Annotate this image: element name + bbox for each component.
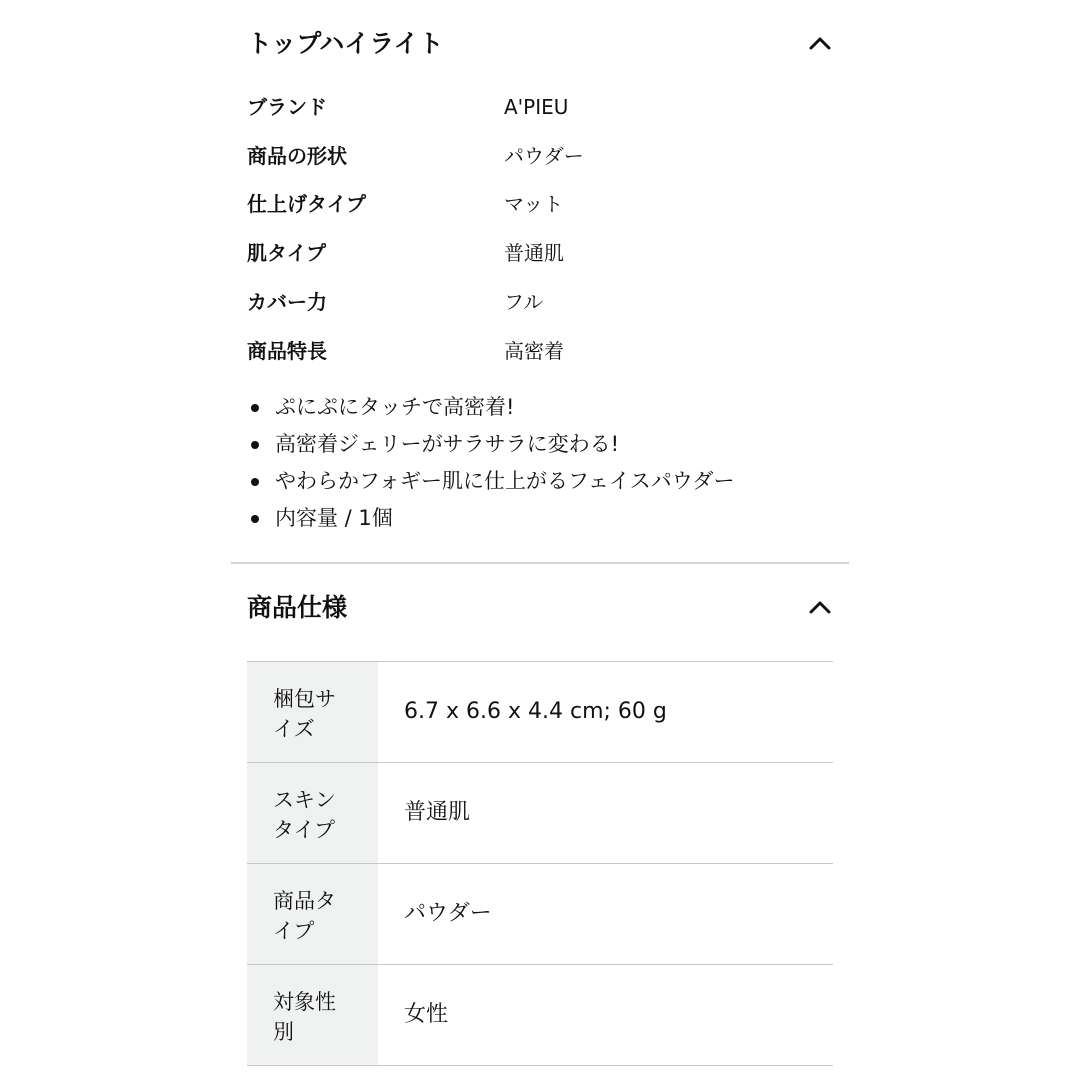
list-item bbox=[247, 426, 833, 463]
section-divider bbox=[231, 562, 849, 564]
table-row-header bbox=[247, 763, 378, 863]
highlight-label: 商品の形状 bbox=[247, 144, 347, 168]
table-row bbox=[247, 864, 833, 965]
table-value: パウダー bbox=[404, 901, 492, 926]
list-item bbox=[247, 389, 833, 426]
highlight-label: 商品特長 bbox=[247, 339, 327, 363]
table-label: スキンタイプ bbox=[273, 788, 336, 842]
bullet-dot-icon bbox=[251, 441, 259, 449]
highlight-label: 肌タイプ bbox=[247, 241, 326, 265]
bullet-text: やわらかフォギー肌に仕上がるフェイスパウダー bbox=[275, 469, 735, 493]
table-row-header bbox=[247, 662, 378, 762]
highlight-row-features bbox=[247, 333, 833, 369]
highlight-row-coverage bbox=[247, 284, 833, 320]
highlight-value: 高密着 bbox=[504, 339, 564, 363]
bullet-text: ぷにぷにタッチで高密着! bbox=[275, 395, 515, 419]
highlight-label: 仕上げタイプ bbox=[247, 192, 366, 216]
bullet-dot-icon bbox=[251, 515, 259, 523]
highlights-title: トップハイライト bbox=[247, 29, 444, 58]
highlight-value: パウダー bbox=[504, 144, 584, 168]
highlight-row-skin-type bbox=[247, 235, 833, 271]
chevron-up-icon[interactable] bbox=[807, 594, 833, 620]
highlight-value: マット bbox=[504, 192, 564, 216]
highlight-label: カバー力 bbox=[247, 290, 327, 314]
highlight-value: フル bbox=[504, 290, 544, 314]
bullet-dot-icon bbox=[251, 478, 259, 486]
highlight-row-brand bbox=[247, 89, 833, 125]
table-label: 梱包サイズ bbox=[273, 687, 336, 741]
highlight-value: A'PIEU bbox=[504, 95, 569, 119]
bullet-text: 内容量 / 1個 bbox=[275, 506, 393, 530]
list-item bbox=[247, 463, 833, 500]
highlight-row-finish bbox=[247, 186, 833, 222]
table-row bbox=[247, 763, 833, 864]
specs-title: 商品仕様 bbox=[247, 593, 348, 622]
highlight-label: ブランド bbox=[247, 95, 327, 119]
feature-bullet-list bbox=[247, 389, 833, 537]
table-value: 普通肌 bbox=[404, 800, 471, 825]
table-value: 6.7 x 6.6 x 4.4 cm; 60 g bbox=[404, 699, 667, 724]
specs-header[interactable] bbox=[247, 588, 833, 628]
table-row-header bbox=[247, 965, 378, 1065]
table-row bbox=[247, 662, 833, 763]
table-label: 商品タイプ bbox=[273, 889, 336, 943]
table-row bbox=[247, 965, 833, 1066]
bullet-text: 高密着ジェリーがサラサラに変わる! bbox=[275, 432, 619, 456]
bullet-dot-icon bbox=[251, 404, 259, 412]
table-label: 対象性別 bbox=[273, 990, 336, 1044]
chevron-up-icon[interactable] bbox=[807, 30, 833, 56]
table-row-header bbox=[247, 864, 378, 964]
highlight-row-form bbox=[247, 138, 833, 174]
highlights-header[interactable] bbox=[247, 24, 833, 64]
list-item bbox=[247, 500, 833, 537]
table-value: 女性 bbox=[404, 1002, 449, 1027]
highlight-value: 普通肌 bbox=[504, 241, 564, 265]
spec-table bbox=[247, 661, 833, 1066]
